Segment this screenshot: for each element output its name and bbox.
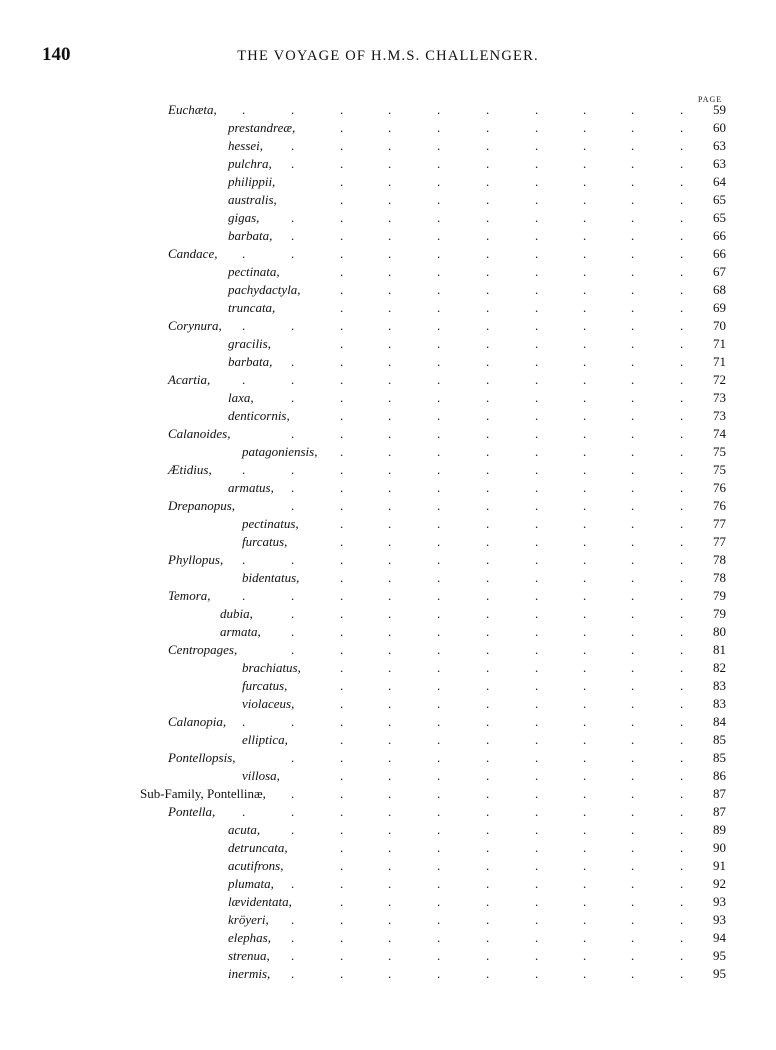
entry-page: 71: [713, 336, 726, 351]
entry-name: pachydactyla,: [228, 282, 301, 297]
index-entry: strenua, . . . . . . . . . 95: [228, 948, 726, 963]
index-entry: Calanoides, . . . . . . . . . 74: [168, 426, 726, 441]
entry-name: acuta,: [228, 822, 261, 837]
entry-page: 72: [713, 372, 726, 387]
index-entry: Calanopia, . . . . . . . . . . 84: [168, 714, 726, 729]
index-entry: Temora, . . . . . . . . . . 79: [168, 588, 726, 603]
entry-page: 65: [713, 210, 726, 225]
entry-name: bidentatus,: [242, 570, 300, 585]
entry-page: 69: [713, 300, 726, 315]
entry-name: strenua,: [228, 948, 270, 963]
index-entry: patagoniensis, . . . . . . . . 75: [242, 444, 726, 459]
index-list: [0, 101, 776, 983]
entry-page: 63: [713, 138, 726, 153]
page-column-label: PAGE: [698, 95, 723, 104]
entry-name: elliptica,: [242, 732, 288, 747]
entry-page: 65: [713, 192, 726, 207]
entry-page: 87: [713, 804, 726, 819]
entry-page: 83: [713, 678, 726, 693]
index-entry: barbata, . . . . . . . . . 66: [228, 228, 726, 243]
entry-name: inermis,: [228, 966, 271, 981]
entry-name: prestandreæ,: [228, 120, 296, 135]
index-entry: armata, . . . . . . . . . 80: [220, 624, 726, 639]
index-entry: villosa, . . . . . . . . 86: [242, 768, 726, 783]
index-entry: Sub-Family, Pontellinæ, . . . . . . . . . 87: [140, 786, 726, 801]
index-entry: inermis, . . . . . . . . . 95: [228, 966, 726, 981]
entry-name: Centropages,: [168, 642, 238, 657]
index-entry: australis, . . . . . . . . 65: [228, 192, 726, 207]
entry-name: Temora,: [168, 588, 211, 603]
entry-name: gigas,: [228, 210, 260, 225]
index-entry: barbata, . . . . . . . . . 71: [228, 354, 726, 369]
index-entry: denticornis, . . . . . . . . 73: [228, 408, 726, 423]
entry-page: 59: [713, 102, 726, 117]
index-entry: acutifrons, . . . . . . . . 91: [228, 858, 726, 873]
index-entry: furcatus, . . . . . . . . 83: [242, 678, 726, 693]
entry-page: 70: [713, 318, 726, 333]
entry-name: patagoniensis,: [242, 444, 318, 459]
entry-page: 78: [713, 552, 726, 567]
entry-page: 83: [713, 696, 726, 711]
entry-name: australis,: [228, 192, 277, 207]
entry-name: Drepanopus,: [168, 498, 236, 513]
entry-page: 90: [713, 840, 726, 855]
index-entry: gigas, . . . . . . . . . 65: [228, 210, 726, 225]
index-entry: Centropages, . . . . . . . . . 81: [168, 642, 726, 657]
entry-page: 75: [713, 444, 726, 459]
entry-name: Calanoides,: [168, 426, 231, 441]
index-entry: philippii, . . . . . . . . 64: [228, 174, 726, 189]
index-entry: Pontella, . . . . . . . . . . 87: [168, 804, 726, 819]
entry-name: Pontella,: [168, 804, 216, 819]
entry-name: Ætidius,: [168, 462, 212, 477]
entry-page: 82: [713, 660, 726, 675]
entry-name: Acartia,: [168, 372, 211, 387]
page-number: 140: [42, 44, 71, 65]
entry-page: 87: [713, 786, 726, 801]
index-entry: elliptica, . . . . . . . . 85: [242, 732, 726, 747]
entry-name: Corynura,: [168, 318, 222, 333]
index-entry: pachydactyla, . . . . . . . . 68: [228, 282, 726, 297]
entry-page: 77: [713, 534, 726, 549]
index-entry: kröyeri, . . . . . . . . . 93: [228, 912, 726, 927]
entry-page: 73: [713, 408, 726, 423]
entry-page: 79: [713, 606, 726, 621]
index-entry: Acartia, . . . . . . . . . . 72: [168, 372, 726, 387]
entry-name: kröyeri,: [228, 912, 269, 927]
entry-name: Calanopia,: [168, 714, 227, 729]
running-head: THE VOYAGE OF H.M.S. CHALLENGER.: [237, 48, 539, 64]
entry-page: 74: [713, 426, 726, 441]
index-entry: lævidentata, . . . . . . . . 93: [228, 894, 726, 909]
entry-name: Phyllopus,: [168, 552, 224, 567]
entry-page: 86: [713, 768, 726, 783]
index-entry: prestandreæ, . . . . . . . . 60: [228, 120, 726, 135]
index-entry: Corynura, . . . . . . . . . . 70: [168, 318, 726, 333]
index-entry: plumata, . . . . . . . . . 92: [228, 876, 726, 891]
entry-name: furcatus,: [242, 678, 288, 693]
entry-name: gracilis,: [228, 336, 271, 351]
entry-page: 63: [713, 156, 726, 171]
entry-page: 80: [713, 624, 726, 639]
entry-name: violaceus,: [242, 696, 295, 711]
index-entry: pulchra, . . . . . . . . . 63: [228, 156, 726, 171]
index-entry: dubia, . . . . . . . . . 79: [220, 606, 726, 621]
entry-page: 64: [713, 174, 726, 189]
index-entry: pectinatus, . . . . . . . . 77: [242, 516, 726, 531]
entry-page: 95: [713, 948, 726, 963]
index-entry: Drepanopus, . . . . . . . . . 76: [168, 498, 726, 513]
entry-page: 81: [713, 642, 726, 657]
index-entry: Pontellopsis, . . . . . . . . . 85: [168, 750, 726, 765]
entry-name: philippii,: [228, 174, 276, 189]
entry-name: truncata,: [228, 300, 276, 315]
entry-page: 84: [713, 714, 726, 729]
entry-page: 85: [713, 732, 726, 747]
entry-page: 94: [713, 930, 726, 945]
index-entry: brachiatus, . . . . . . . . 82: [242, 660, 726, 675]
entry-page: 85: [713, 750, 726, 765]
index-entry: Candace, . . . . . . . . . . 66: [168, 246, 726, 261]
entry-name: lævidentata,: [228, 894, 292, 909]
entry-name: barbata,: [228, 354, 273, 369]
index-entry: pectinata, . . . . . . . . 67: [228, 264, 726, 279]
entry-name: pectinatus,: [242, 516, 299, 531]
index-entry: hessei, . . . . . . . . . 63: [228, 138, 726, 153]
entry-name: detruncata,: [228, 840, 288, 855]
entry-name: plumata,: [228, 876, 274, 891]
entry-name: hessei,: [228, 138, 264, 153]
index-entry: armatus, . . . . . . . . . 76: [228, 480, 726, 495]
index-entry: acuta, . . . . . . . . . 89: [228, 822, 726, 837]
entry-name: Pontellopsis,: [168, 750, 236, 765]
entry-name: armatus,: [228, 480, 274, 495]
index-entry: truncata, . . . . . . . . 69: [228, 300, 726, 315]
entry-name: Candace,: [168, 246, 218, 261]
entry-page: 71: [713, 354, 726, 369]
index-entry: elephas, . . . . . . . . . 94: [228, 930, 726, 945]
index-entry: detruncata, . . . . . . . . 90: [228, 840, 726, 855]
entry-name: pulchra,: [228, 156, 272, 171]
entry-page: 67: [713, 264, 726, 279]
entry-name: denticornis,: [228, 408, 290, 423]
entry-page: 68: [713, 282, 726, 297]
entry-name: acutifrons,: [228, 858, 284, 873]
entry-page: 93: [713, 912, 726, 927]
entry-name: Euchæta,: [168, 102, 217, 117]
entry-name: furcatus,: [242, 534, 288, 549]
entry-page: 78: [713, 570, 726, 585]
entry-name: villosa,: [242, 768, 280, 783]
entry-page: 89: [713, 822, 726, 837]
entry-page: 79: [713, 588, 726, 603]
entry-page: 66: [713, 228, 726, 243]
entry-page: 73: [713, 390, 726, 405]
entry-page: 60: [713, 120, 726, 135]
entry-name: armata,: [220, 624, 261, 639]
entry-page: 76: [713, 498, 726, 513]
entry-name: elephas,: [228, 930, 271, 945]
entry-name: barbata,: [228, 228, 273, 243]
entry-page: 93: [713, 894, 726, 909]
entry-name: pectinata,: [228, 264, 280, 279]
index-entry: violaceus, . . . . . . . . 83: [242, 696, 726, 711]
entry-name: Sub-Family, Pontellinæ,: [140, 786, 266, 801]
index-entry: bidentatus, . . . . . . . . 78: [242, 570, 726, 585]
entry-name: laxa,: [228, 390, 254, 405]
entry-name: dubia,: [220, 606, 253, 621]
index-entry: Euchæta, . . . . . . . . . . 59: [168, 102, 726, 117]
index-entry: gracilis, . . . . . . . . 71: [228, 336, 726, 351]
entry-page: 91: [713, 858, 726, 873]
entry-page: 66: [713, 246, 726, 261]
entry-page: 95: [713, 966, 726, 981]
index-entry: Ætidius, . . . . . . . . . . 75: [168, 462, 726, 477]
entry-page: 92: [713, 876, 726, 891]
index-entry: Phyllopus, . . . . . . . . . . 78: [168, 552, 726, 567]
entry-page: 76: [713, 480, 726, 495]
entry-name: brachiatus,: [242, 660, 301, 675]
index-entry: furcatus, . . . . . . . . 77: [242, 534, 726, 549]
index-entry: laxa, . . . . . . . . . 73: [228, 390, 726, 405]
entry-page: 75: [713, 462, 726, 477]
entry-page: 77: [713, 516, 726, 531]
